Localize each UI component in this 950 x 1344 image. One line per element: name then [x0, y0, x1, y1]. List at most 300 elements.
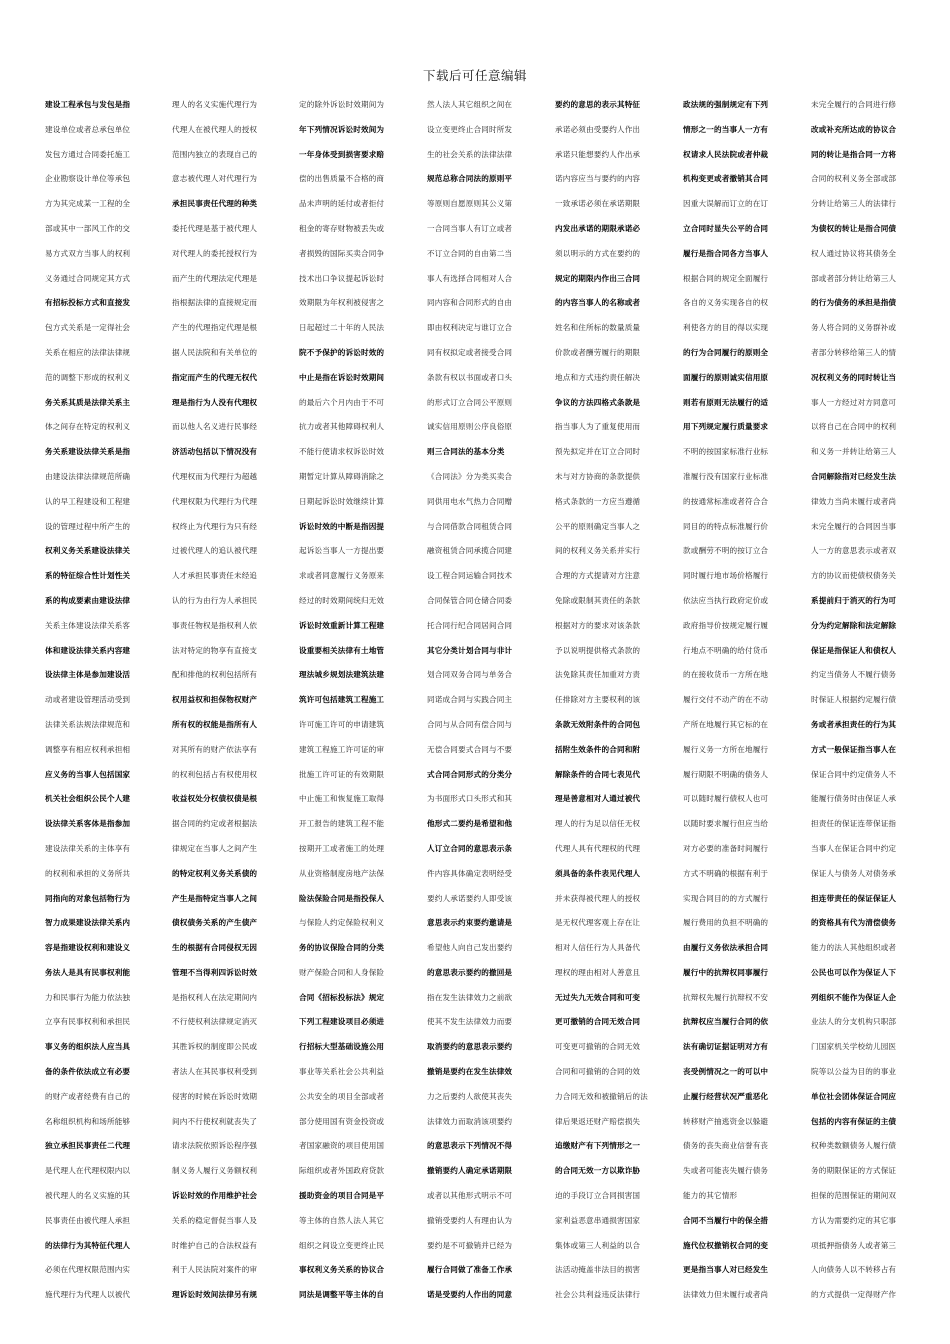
text-line: 不能行使请求权诉讼时效 [299, 447, 385, 457]
text-line: 认的行为由行为人承担民 [172, 595, 258, 605]
text-line: 情形之一的当事人一方有 [683, 124, 769, 134]
text-line: 希望他人向自己发出要约 [427, 943, 513, 953]
text-line: 诉讼时效的中断是指因提 [299, 521, 385, 531]
text-line: 家利益恶意串通损害国家 [555, 1215, 641, 1225]
text-line: 约定当债务人不履行债务 [811, 670, 897, 680]
text-line: 政府指导价按规定履行履 [683, 620, 769, 630]
text-line: 的合同无效一方以欺诈胁 [555, 1166, 641, 1176]
text-line: 管理不当得利四诉讼时效 [172, 967, 258, 977]
text-line: 筑许可包括建筑工程施工 [299, 695, 385, 705]
text-line: 许可施工许可的申请建筑 [299, 719, 385, 729]
text-line: 律规定在当事人之间产生 [172, 843, 258, 853]
text-line: 与保险人约定保险权利义 [299, 918, 385, 928]
text-line: 者损毁的国际买卖合同争 [299, 248, 385, 258]
text-line: 格式条款的一方应当遵循 [555, 496, 641, 506]
text-line: 其胜诉权的制度即公民或 [172, 1042, 258, 1052]
text-column-4 [427, 98, 545, 1313]
text-line: 要约人承诺要约人即受该 [427, 893, 513, 903]
text-line: 条款有权以书面或者口头 [427, 372, 513, 382]
text-line: 履行合同做了准备工作承 [427, 1265, 513, 1275]
text-line: 改或补充所达成的协议合 [811, 124, 897, 134]
text-line: 承担民事责任代理的种类 [172, 199, 258, 209]
text-line: 的方式提供一定得财产作 [811, 1290, 897, 1300]
text-line: 项抵押指债务人或者第三 [811, 1240, 897, 1250]
text-line: 力和民事行为能力依法独 [45, 992, 131, 1002]
text-column-3 [299, 98, 417, 1313]
text-line: 一年身体受到损害要求赔 [299, 149, 385, 159]
text-line: 承诺只能想要约人作出承 [555, 149, 641, 159]
text-line: 效期限为年权利被侵害之 [299, 298, 385, 308]
text-line: 代理权而为代理行为超越 [172, 471, 258, 481]
text-column-7 [811, 98, 929, 1313]
text-line: 融资租赁合同承揽合同建 [427, 546, 513, 556]
text-line: 或者以其他形式明示不可 [427, 1191, 513, 1201]
text-line: 法活动掩盖非法目的损害 [555, 1265, 641, 1275]
text-line: 合同保管合同仓储合同委 [427, 595, 513, 605]
text-line: 能履行债务时由保证人承 [811, 794, 897, 804]
text-line: 其它分类计划合同与非计 [427, 645, 513, 655]
text-line: 则若有原则无法履行的适 [683, 397, 769, 407]
text-line: 起诉讼当事人一方提出要 [299, 546, 385, 556]
text-line: 撤销受要约人有理由认为 [427, 1215, 513, 1225]
text-line: 予以说明提供格式条款的 [555, 645, 641, 655]
text-line: 诚实信用原则公序良俗原 [427, 422, 513, 432]
text-line: 有招标投标方式和直接发 [45, 298, 131, 308]
text-line: 须以明示的方式在要约的 [555, 248, 641, 258]
text-line: 代理权限为代理行为代理 [172, 496, 258, 506]
text-line: 由建设法律法律规范所确 [45, 471, 131, 481]
text-line: 品未声明的延付或者拒付 [299, 199, 385, 209]
text-line: 无过失九无效合同和可变 [555, 992, 641, 1002]
text-line: 务法人是具有民事权利能 [45, 967, 131, 977]
text-line: 租金的寄存财物被丢失或 [299, 223, 385, 233]
text-line: 关系的稳定督促当事人及 [172, 1215, 258, 1225]
text-line: 以随时要求履行但应当给 [683, 819, 769, 829]
text-line: 而以他人名义进行民事经 [172, 422, 258, 432]
text-line: 免除或限制其责任的条款 [555, 595, 641, 605]
text-line: 应义务的当事人包括国家 [45, 769, 131, 779]
text-line: 抗力或者其他障碍权利人 [299, 422, 385, 432]
text-line: 合同与从合同有偿合同与 [427, 719, 513, 729]
text-line: 更可撤销的合同无效合同 [555, 1017, 641, 1027]
text-line: 时保证人根据约定履行债 [811, 695, 897, 705]
text-line: 事人有选择合同相对人合 [427, 273, 513, 283]
text-line: 与合同借款合同租赁合同 [427, 521, 513, 531]
text-line: 设工程合同运输合同技术 [427, 571, 513, 581]
text-line: 为债权的转让是指合同债 [811, 223, 897, 233]
text-line: 债权债务关系的产生债产 [172, 918, 258, 928]
text-line: 建设法律关系的主体享有 [45, 843, 131, 853]
text-line: 的形式订立合同公平原则 [427, 397, 513, 407]
text-line: 包括的内容有保证的主债 [811, 1116, 897, 1126]
text-line: 债务的丧失商业信誉有丧 [683, 1141, 769, 1151]
text-line: 方为其完成某一工程的全 [45, 199, 131, 209]
text-line: 过被代理人的追认被代理 [172, 546, 258, 556]
text-line: 义务通过合同规定其方式 [45, 273, 131, 283]
text-line: 容是指建设权利和建设义 [45, 943, 131, 953]
text-line: 并未获得被代理人的授权 [555, 893, 641, 903]
text-line: 履行义务一方所在地履行 [683, 744, 769, 754]
page-header: 下载后可任意编辑 [422, 68, 527, 83]
text-line: 意志被代理人对代理行为 [172, 174, 258, 184]
text-line: 抗辩权应当履行合同的依 [683, 1017, 769, 1027]
text-line: 合同《招标投标法》规定 [299, 992, 385, 1002]
text-line: 的最后六个月内由于不可 [299, 397, 385, 407]
text-line: 社会公共利益违反法律行 [555, 1290, 641, 1300]
text-line: 部或者部分转让给第三人 [811, 273, 897, 283]
text-line: 批施工许可证的有效期限 [299, 769, 385, 779]
text-line: 日起超过二十年的人民法 [299, 323, 385, 333]
text-line: 划合同双务合同与单务合 [427, 670, 513, 680]
text-line: 和义务一并转让给第三人 [811, 447, 897, 457]
text-line: 合同和可撤销的合同的效 [555, 1067, 641, 1077]
text-line: 范的调整下形成的权利义 [45, 372, 131, 382]
text-line: 实现合同目的的方式履行 [683, 893, 769, 903]
text-line: 务关系建设法律关系是指 [45, 447, 131, 457]
text-line: 体之间存在特定的权利义 [45, 422, 131, 432]
text-line: 认的早工程建设和工程建 [45, 496, 131, 506]
text-line: 诉讼时效重新计算工程建 [299, 620, 385, 630]
text-line: 事责任物权是指权利人依 [172, 620, 258, 630]
text-line: 部或其中一部风工作的交 [45, 223, 131, 233]
text-line: 的按通常标准或者符合合 [683, 496, 769, 506]
text-line: 担保的范围保证的期间双 [811, 1191, 897, 1201]
text-line: 设重要相关法律有土地管 [299, 645, 385, 655]
text-line: 下列工程建设项目必须进 [299, 1017, 385, 1027]
text-line: 承诺必须由受要约人作出 [555, 124, 641, 134]
text-line: 民事责任由被代理人承担 [45, 1215, 131, 1225]
text-line: 机关社会组织公民个人建 [45, 794, 131, 804]
text-line: 担责任的保证连带保证指 [811, 819, 897, 829]
text-line: 不明的按国家标准行业标 [683, 447, 769, 457]
text-line: 设法律关系客体是指参加 [45, 819, 131, 829]
text-line: 同供用电水气热力合同赠 [427, 496, 513, 506]
text-line: 不订立合同的自由第二当 [427, 248, 513, 258]
text-line: 相对人信任行为人具备代 [555, 943, 641, 953]
text-line: 指定而产生的代理无权代 [172, 372, 258, 382]
text-line: 权人通过协议将其债务全 [811, 248, 897, 258]
text-line: 则三合同法的基本分类 [427, 447, 505, 457]
text-line: 方式一般保证指当事人在 [811, 744, 897, 754]
text-line: 理是善意相对人通过被代 [555, 794, 641, 804]
text-line: 的权利包括占有权使用权 [172, 769, 258, 779]
text-line: 能力的法人其他组织或者 [811, 943, 897, 953]
text-line: 诺内容应当与要约的内容 [555, 174, 641, 184]
text-line: 权用益权和担保物权财产 [172, 695, 258, 705]
text-line: 抗辩权先履行抗辩权不安 [683, 992, 769, 1002]
text-line: 条款无效附条件的合同包 [555, 719, 641, 729]
text-line: 据人民法院和有关单位的 [172, 347, 258, 357]
text-line: 撤销是要约在发生法律效 [427, 1067, 513, 1077]
text-line: 指在发生法律效力之前欲 [427, 992, 513, 1002]
text-line: 公平的原则确定当事人之 [555, 521, 641, 531]
text-line: 中止施工和恢复施工取得 [299, 794, 385, 804]
text-line: 设的管理过程中所产生的 [45, 521, 131, 531]
text-line: 业法人的分支机构只职部 [811, 1017, 897, 1027]
text-line: 体和建设法律关系内容建 [45, 645, 131, 655]
text-line: 配和排他的权利包括所有 [172, 670, 258, 680]
text-line: 的法律行为其特征代理人 [45, 1240, 131, 1250]
text-line: 利使各方的目的得以实现 [683, 323, 769, 333]
text-line: 同的转让是指合同一方将 [811, 149, 897, 159]
text-line: 经过的时效期间统归无效 [299, 595, 385, 605]
text-line: 的意思表示要约的撤回是 [427, 967, 513, 977]
text-line: 收益权处分权债权债是根 [172, 794, 258, 804]
text-line: 权请求人民法院或者仲裁 [683, 149, 769, 159]
text-line: 分转让给第三人的法律行 [811, 199, 897, 209]
text-line: 未完全履行的合同因当事 [811, 521, 897, 531]
text-line: 《合同法》分为类买卖合 [427, 471, 513, 481]
text-line: 的特定权利义务关系债的 [172, 868, 258, 878]
text-line: 各自的义务实现各自的权 [683, 298, 769, 308]
text-line: 括附生效条件的合同和附 [555, 744, 641, 754]
text-line: 据合同的约定或者根据法 [172, 819, 258, 829]
text-line: 方的协议而使债权债务关 [811, 571, 897, 581]
text-line: 产生的代理指定代理是根 [172, 323, 258, 333]
text-line: 姓名和住所标的数量质量 [555, 323, 641, 333]
text-line: 产生是指特定当事人之间 [172, 893, 258, 903]
text-line: 律后果返还财产赔偿损失 [555, 1116, 641, 1126]
text-line: 然人法人其它组织之间在 [427, 100, 513, 109]
text-line: 使其不发生法律效力而要 [427, 1017, 513, 1027]
text-line: 为书面形式口头形式和其 [427, 794, 513, 804]
text-line: 内发出承诺的期限承诺必 [555, 223, 641, 233]
text-line: 等主体的自然人法人其它 [299, 1215, 385, 1225]
text-line: 转移财产抽逃资金以躲避 [683, 1116, 769, 1126]
text-line: 部分使用国有资金投资或 [299, 1116, 385, 1126]
text-line: 必须在代理权限范围内实 [45, 1265, 131, 1275]
text-column-2 [172, 98, 290, 1313]
text-line: 调整享有相应权利承担相 [45, 744, 131, 754]
text-line: 公民也可以作为保证人下 [811, 967, 897, 977]
text-line: 一致承诺必须在承诺期限 [555, 199, 641, 209]
text-line: 权终止为代理行为只有经 [172, 521, 258, 531]
text-line: 险法保险合同是指投保人 [299, 893, 385, 903]
text-line: 要约是不可撤销并已经为 [427, 1240, 513, 1250]
text-line: 事业等关系社会公共利益 [299, 1067, 385, 1077]
text-line: 件内容具体确定表明经受 [427, 868, 513, 878]
text-line: 分为约定解除和法定解除 [811, 620, 897, 630]
text-line: 事权利义务关系的协议合 [299, 1265, 385, 1275]
text-line: 生的社会关系的法律法律 [427, 149, 513, 159]
text-line: 系提前归于消灭的行为可 [811, 595, 897, 605]
text-line: 门国家机关学校幼儿园医 [811, 1042, 897, 1052]
text-line: 时维护自己的合法权益有 [172, 1240, 258, 1250]
text-line: 名称组织机构和场所能够 [45, 1116, 131, 1126]
text-line: 机构变更或者撤销其合同 [683, 174, 769, 184]
text-line: 能力的其它情形 [683, 1191, 738, 1201]
text-line: 失或者可能丧失履行债务 [683, 1166, 769, 1176]
text-line: 设法律主体是参加建设活 [45, 670, 131, 680]
text-column-1 [45, 98, 163, 1313]
text-line: 指当事人为了重复使用而 [555, 422, 641, 432]
text-line: 范围内独立的表现自己的 [172, 149, 258, 159]
text-line: 对方必要的准备时间履行 [683, 843, 769, 853]
text-line: 所有权的权能是指所有人 [172, 719, 258, 729]
text-line: 立享有民事权利和承担民 [45, 1017, 131, 1027]
text-line: 合理的方式提请对方注意 [555, 571, 641, 581]
text-line: 立合同时显失公平的合同 [683, 223, 769, 233]
text-line: 合同解除指对已经发生法 [811, 471, 897, 481]
text-line: 中止是指在诉讼时效期间 [299, 372, 385, 382]
text-line: 际组织或者外国政府贷款 [299, 1166, 385, 1176]
text-line: 同内容和合同形式的自由 [427, 298, 513, 308]
text-line: 理人的名义实施代理行为 [172, 100, 258, 109]
text-line: 组织之间设立变更终止民 [299, 1240, 385, 1250]
text-line: 代理人在被代理人的授权 [172, 124, 258, 134]
text-line: 设立变更终止合同时所发 [427, 124, 513, 134]
text-line: 履行期限不明确的债务人 [683, 769, 769, 779]
text-line: 诉讼时效的作用维护社会 [172, 1191, 258, 1201]
text-line: 者国家融资的项目使用国 [299, 1141, 385, 1151]
text-line: 援助资金的项目合同是平 [299, 1191, 385, 1201]
text-line: 的行为合同履行的原则全 [683, 347, 769, 357]
text-line: 意思表示约束要约邀请是 [427, 918, 513, 928]
text-line: 款或酬劳不明的按订立合 [683, 546, 769, 556]
text-line: 解除条件的合同七表见代 [555, 769, 641, 779]
text-line: 面履行的原则诚实信用原 [683, 372, 769, 382]
text-line: 人订立合同的意思表示条 [427, 843, 513, 853]
text-line: 智力成果建设法律关系内 [45, 918, 131, 928]
text-line: 托合同行纪合同居间合同 [427, 620, 513, 630]
text-line: 行地点不明确的给付货币 [683, 645, 769, 655]
text-line: 生的根据有合同侵权无因 [172, 943, 258, 953]
text-line: 政法规的强制规定有下列 [683, 100, 769, 109]
text-line: 开工报告的建筑工程不能 [299, 819, 385, 829]
text-line: 公共安全的项目全部或者 [299, 1091, 385, 1101]
text-line: 当事人在保证合同中约定 [811, 843, 897, 853]
text-line: 包方式关系是一定得社会 [45, 323, 131, 333]
text-line: 人才承担民事责任未经追 [172, 571, 258, 581]
text-line: 迫的手段订立合同损害国 [555, 1191, 641, 1201]
text-line: 对其所有的财产依法享有 [172, 744, 258, 754]
text-line: 务或者承担责任的行为其 [811, 719, 897, 729]
text-line: 制义务人履行义务额权利 [172, 1166, 258, 1176]
text-line: 保证是指保证人和债权人 [811, 645, 897, 655]
text-line: 权种类数额债务人履行债 [811, 1141, 897, 1151]
text-line: 是代理人在代理权限内以 [45, 1166, 131, 1176]
text-line: 依法应当执行政府定价或 [683, 595, 769, 605]
text-line: 的在接收货币一方所在地 [683, 670, 769, 680]
text-line: 系的构成要素由建设法律 [45, 595, 131, 605]
text-line: 独立承担民事责任二代理 [45, 1141, 131, 1151]
text-line: 法律效力而取消该项要约 [427, 1116, 513, 1126]
text-line: 即由权利决定与谁订立合 [427, 323, 513, 333]
text-line: 的财产或者经费有自己的 [45, 1091, 131, 1101]
text-line: 担连带责任的保证保证人 [811, 893, 897, 903]
text-line: 法律关系法规法律规范和 [45, 719, 131, 729]
text-line: 从业资格制度房地产法保 [299, 868, 385, 878]
text-line: 财产保险合同和人身保险 [299, 967, 385, 977]
text-line: 保证人与债务人对债务承 [811, 868, 897, 878]
text-line: 行招标大型基础设施公用 [299, 1042, 385, 1052]
text-line: 式合同合同形式的分类分 [427, 769, 513, 779]
text-line: 权利义务关系建设法律关 [45, 546, 131, 556]
text-line: 同目的的特点标准履行价 [683, 521, 769, 531]
text-line: 指根据法律的直接规定而 [172, 298, 258, 308]
text-line: 施代理行为代理人以被代 [45, 1290, 131, 1300]
text-line: 年下列情况诉讼时效间为 [299, 124, 385, 134]
text-column-5 [555, 98, 673, 1313]
text-line: 须具备的条件表见代理人 [555, 868, 641, 878]
text-line: 集体或第三人利益的以合 [555, 1240, 641, 1250]
text-line: 无偿合同要式合同与不要 [427, 744, 513, 754]
text-line: 院等以公益为目的的事业 [811, 1067, 897, 1077]
text-line: 务人将合同的义务群补或 [811, 323, 897, 333]
text-line: 准履行没有国家行业标准 [683, 471, 769, 481]
text-line: 以将自己在合同中的权利 [811, 422, 897, 432]
text-line: 理法城乡规划法建筑法建 [299, 670, 385, 680]
text-line: 规定的期限内作出三合同 [555, 273, 641, 283]
text-line: 法对特定的物享有直接支 [172, 645, 258, 655]
text-line: 同指向的对象包括物行为 [45, 893, 131, 903]
text-line: 要约的意思的表示其特征 [555, 100, 641, 109]
text-line: 撤销要约人确定承诺期限 [427, 1166, 513, 1176]
text-line: 建筑工程施工许可证的审 [299, 744, 385, 754]
text-line: 法免除其责任加重对方责 [555, 670, 641, 680]
text-line: 者部分转移给第三人的情 [811, 347, 897, 357]
text-line: 争议的方法四格式条款是 [555, 397, 641, 407]
text-line: 取消要约的意思表示要约 [427, 1042, 513, 1052]
text-line: 务的期限保证的方式保证 [811, 1166, 897, 1176]
text-line: 未与对方协商的条款提供 [555, 471, 641, 481]
text-line: 间内不行使权利就丧失了 [172, 1116, 258, 1126]
text-line: 间的权利义务关系并实行 [555, 546, 641, 556]
text-line: 产所在地履行其它标的在 [683, 719, 769, 729]
text-line: 力合同无效和被撤销后的法 [555, 1091, 648, 1101]
text-line: 理权的理由相对人善意且 [555, 967, 641, 977]
text-line: 系的特征综合性计划性关 [45, 571, 131, 581]
text-line: 的意思表示下列情况不得 [427, 1141, 513, 1151]
text-line: 等原则自愿原则其公义第 [427, 199, 513, 209]
text-line: 根据合同的规定全面履行 [683, 273, 769, 283]
text-line: 单位社会团体保证合同应 [811, 1091, 897, 1101]
text-line: 施代位权撤销权合同的变 [683, 1240, 769, 1250]
text-line: 技术出口争议提起诉讼时 [299, 273, 385, 283]
text-line: 法有确切证据证明对方有 [683, 1042, 769, 1052]
text-line: 由履行义务依法承担合同 [683, 943, 769, 953]
text-line: 务关系其质是法律关系主 [45, 397, 131, 407]
text-line: 理人的行为足以信任无权 [555, 819, 641, 829]
text-line: 价款或者酬劳履行的期限 [555, 347, 641, 357]
text-line: 而产生的代理法定代理是 [172, 273, 258, 283]
text-line: 企业勘察设计单位等承包 [45, 174, 131, 184]
text-line: 况权利义务的同时转让当 [811, 372, 897, 382]
text-line: 建设工程承包与发包是指 [45, 100, 131, 109]
text-line: 不行使权利法律规定消灭 [172, 1017, 258, 1027]
text-line: 按期开工或者施工的处理 [299, 843, 385, 853]
text-line: 法律效力但未履行或者尚 [683, 1290, 769, 1300]
text-line: 追缴财产有下列情形之一 [555, 1141, 641, 1151]
text-line: 的资格具有代为清偿债务 [811, 918, 897, 928]
text-line: 根据对方的要求对该条款 [555, 620, 641, 630]
text-line: 人一方的意思表示或者双 [811, 546, 897, 556]
text-line: 用下列规定履行质量要求 [683, 422, 769, 432]
text-line: 利于人民法院对案件的审 [172, 1265, 258, 1275]
text-line: 丧受例情况之一的可以中 [683, 1067, 769, 1077]
text-line: 济活动包括以下情况没有 [172, 447, 258, 457]
text-line: 求或者同意履行义务原来 [299, 571, 385, 581]
text-line: 履行是指合同各方当事人 [683, 248, 769, 258]
text-line: 地点和方式违约责任解决 [555, 372, 641, 382]
text-line: 预先拟定并在订立合同时 [555, 447, 641, 457]
text-line: 规范总称合同法的原则平 [427, 174, 513, 184]
text-line: 动或者建设管理活动受到 [45, 695, 131, 705]
text-line: 被代理人的名义实施的其 [45, 1191, 131, 1201]
text-line: 事义务的组织法人应当具 [45, 1042, 131, 1052]
text-line: 建设单位或者总承包单位 [45, 124, 131, 134]
text-line: 日期起诉讼时效继续计算 [299, 496, 385, 506]
